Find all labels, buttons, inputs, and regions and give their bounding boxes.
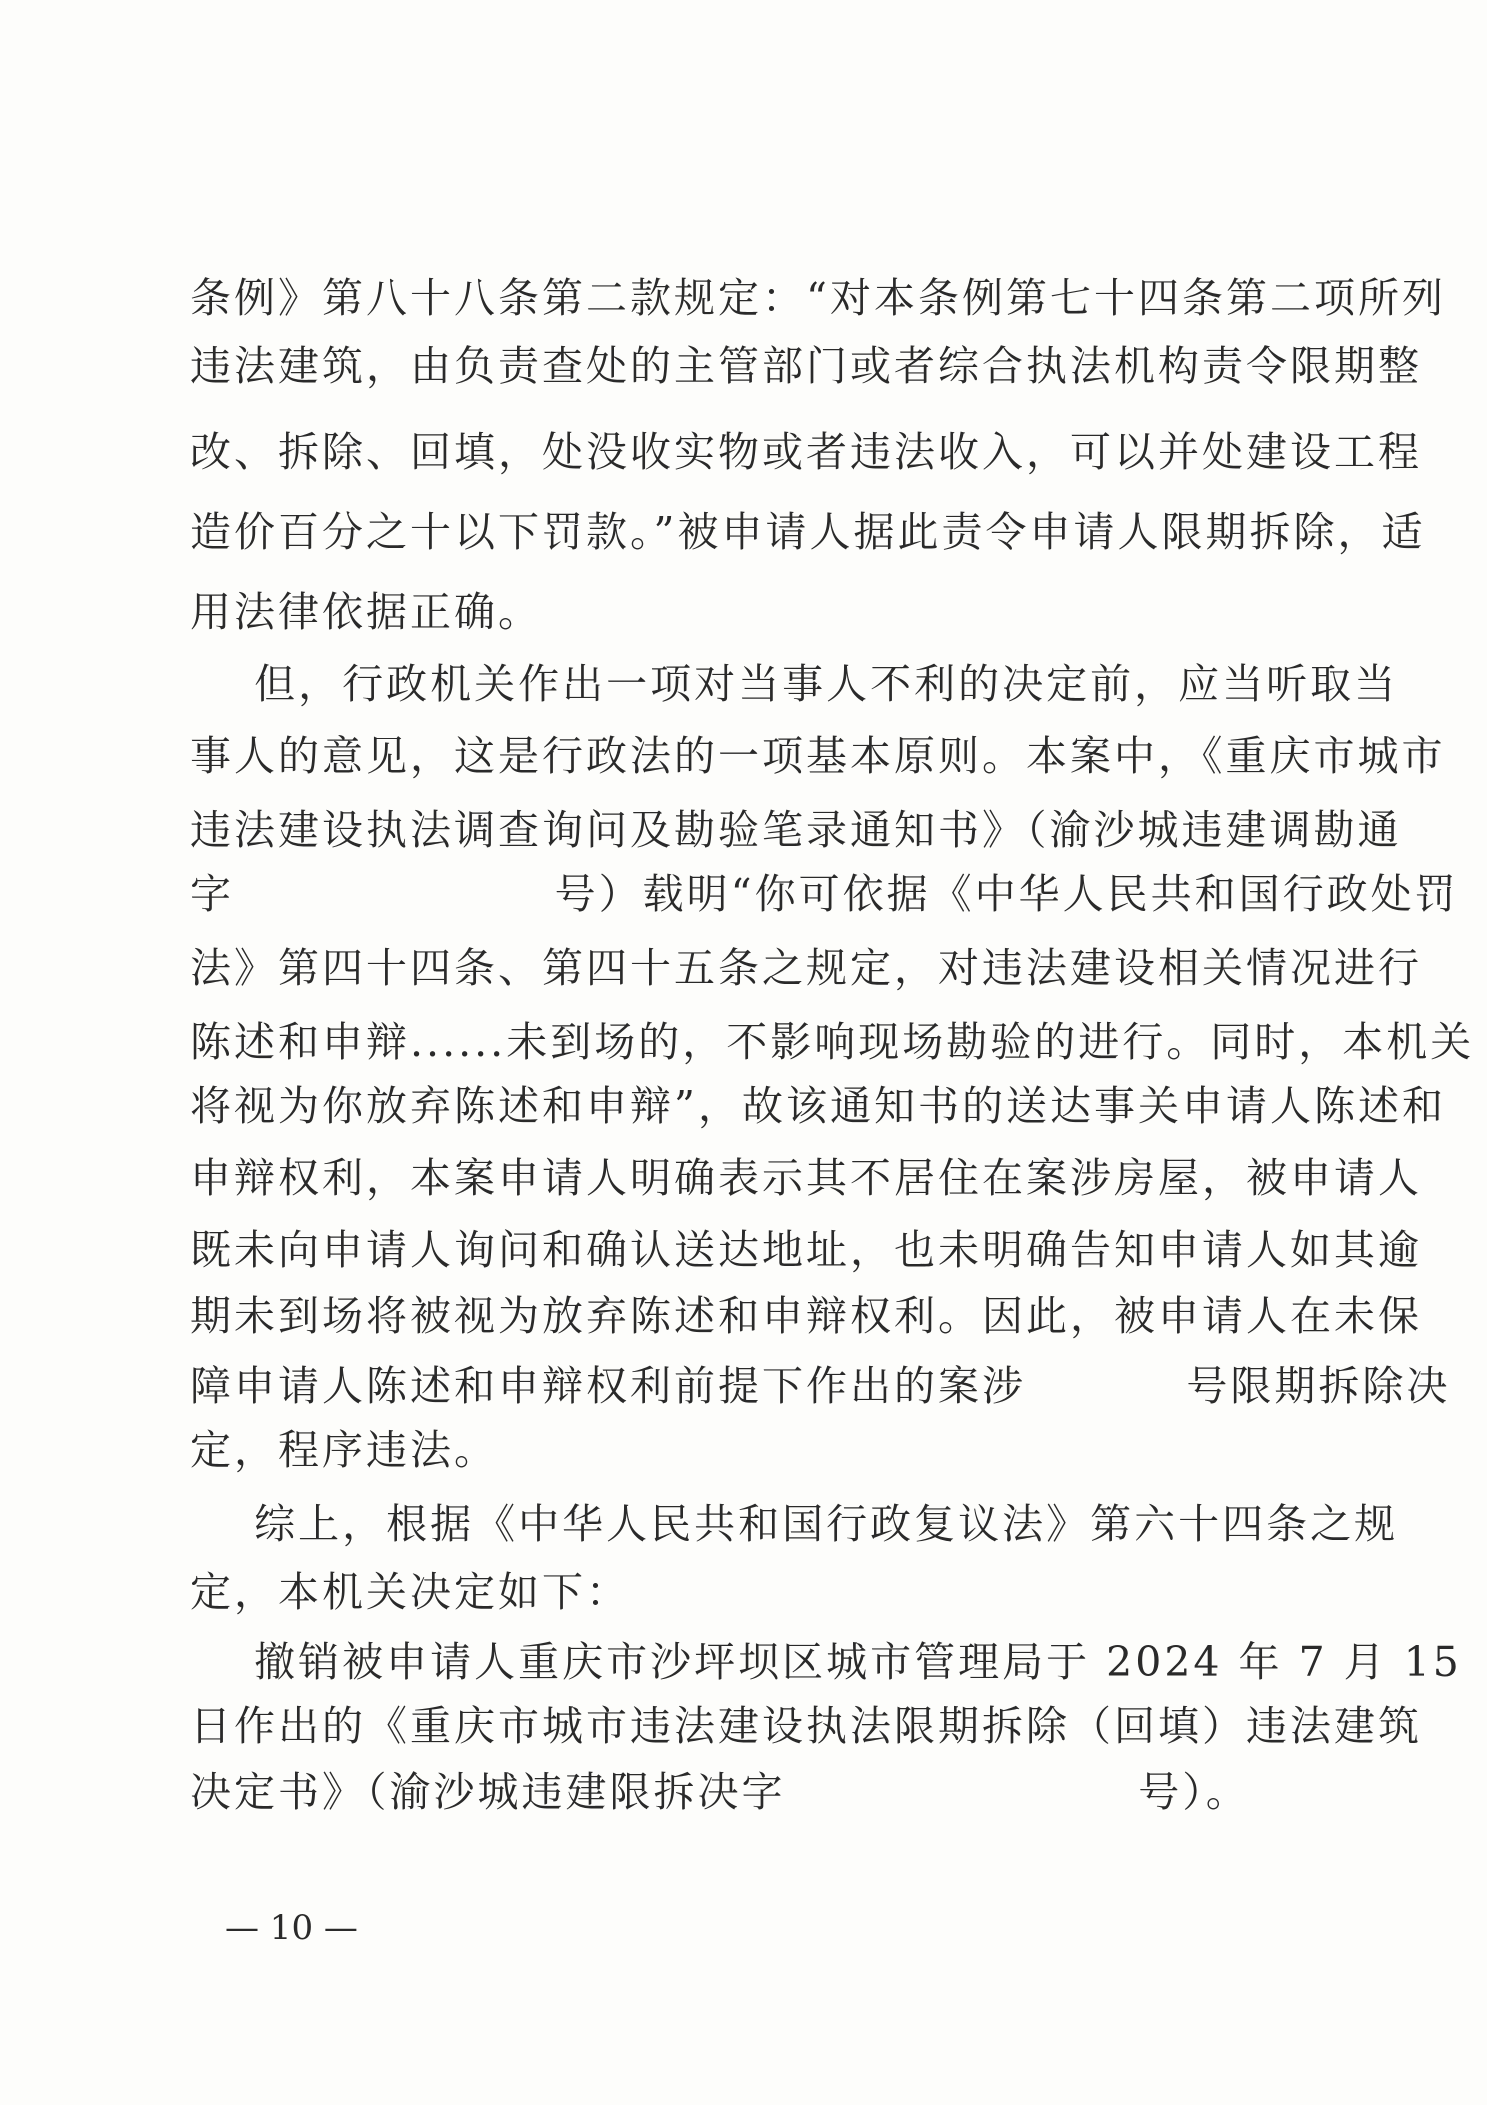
body-text-line-15: 期未到场将被视为放弃陈述和申辩权利。因此，被申请人在未保: [190, 1292, 1422, 1340]
body-text-line-3: 改、拆除、回填，处没收实物或者违法收入，可以并处建设工程: [190, 428, 1422, 476]
body-text-line-2: 违法建筑，由负责查处的主管部门或者综合执法机构责令限期整: [190, 342, 1422, 390]
body-text-line-8: 违法建设执法调查询问及勘验笔录通知书》（渝沙城违建调勘通: [190, 806, 1402, 854]
body-text-line-17: 定，程序违法。: [190, 1426, 498, 1474]
body-text-line-19: 定，本机关决定如下：: [190, 1568, 630, 1616]
body-text-line-4: 造价百分之十以下罚款。”被申请人据此责令申请人限期拆除，适: [190, 508, 1426, 556]
body-text-line-13: 申辩权利，本案申请人明确表示其不居住在案涉房屋，被申请人: [190, 1154, 1422, 1202]
body-text-line-10: 法》第四十四条、第四十五条之规定，对违法建设相关情况进行: [190, 944, 1422, 992]
body-text-line-6: 但，行政机关作出一项对当事人不利的决定前，应当听取当: [190, 660, 1399, 708]
body-text-line-22: 决定书》（渝沙城违建限拆决字 号）。: [190, 1768, 1250, 1816]
body-text-line-16: 障申请人陈述和申辩权利前提下作出的案涉 号限期拆除决: [190, 1362, 1451, 1410]
body-text-line-20: 撤销被申请人重庆市沙坪坝区城市管理局于 2024 年 7 月 15: [190, 1638, 1462, 1686]
body-text-line-18: 综上，根据《中华人民共和国行政复议法》第六十四条之规: [190, 1500, 1399, 1548]
body-text-line-12: 将视为你放弃陈述和申辩”，故该通知书的送达事关申请人陈述和: [190, 1082, 1446, 1130]
body-text-line-11: 陈述和申辩......未到场的，不影响现场勘验的进行。同时，本机关: [190, 1018, 1475, 1066]
body-text-line-1: 条例》第八十八条第二款规定：“对本条例第七十四条第二项所列: [190, 274, 1446, 322]
page-number: — 10 —: [225, 1908, 358, 1948]
body-text-line-21: 日作出的《重庆市城市违法建设执法限期拆除（回填）违法建筑: [190, 1702, 1422, 1750]
body-text-line-7: 事人的意见，这是行政法的一项基本原则。本案中，《重庆市城市: [190, 732, 1446, 780]
body-text-line-9: 字 号）载明“你可依据《中华人民共和国行政处罚: [190, 870, 1459, 918]
body-text-line-14: 既未向申请人询问和确认送达地址，也未明确告知申请人如其逾: [190, 1226, 1422, 1274]
body-text-line-5: 用法律依据正确。: [190, 588, 542, 636]
